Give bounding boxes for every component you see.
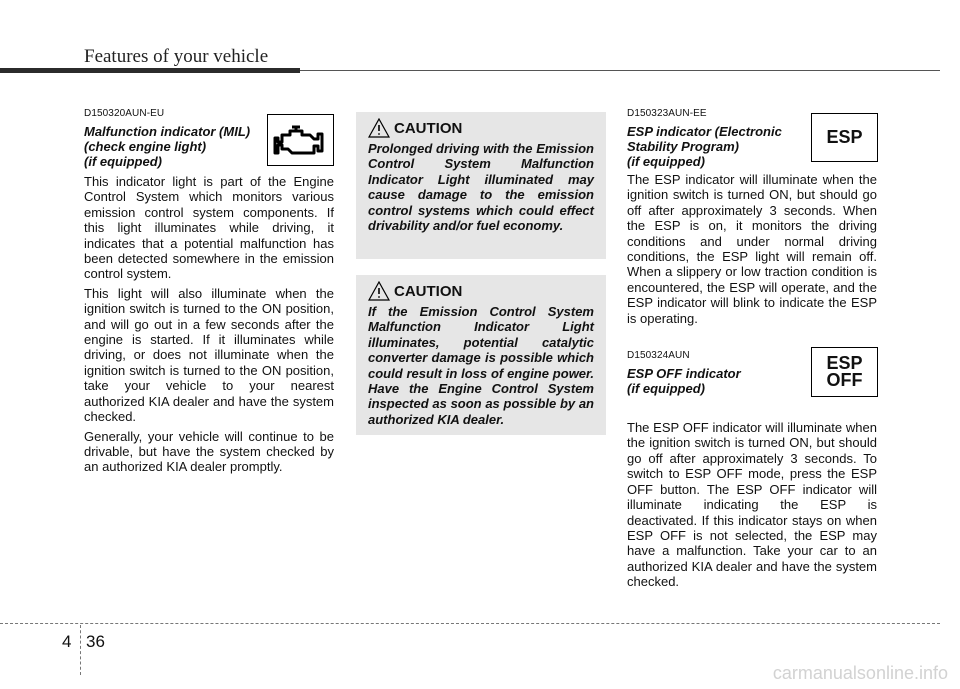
mil-paragraph: Generally, your vehicle will continue to be drivable, but have the system checked by an authorized KIA dealer promptly. xyxy=(84,428,334,475)
mil-heading-line: Malfunction indicator (MIL) xyxy=(84,124,251,139)
esp-off-paragraph: The ESP OFF indicator will illuminate when the ignition switch is turned ON, but should go off after approximately 3 seconds. To switch to ESP OFF mode, press the ESP OFF button. The ESP OFF indicator will illuminate indicating the ESP is deactivated. If this indicator stays on when ESP OFF is not selected, the ESP may have a malfunction. Take your car to an authorized KIA dealer and have the system checked. xyxy=(627,420,877,590)
esp-indicator-icon xyxy=(811,113,878,162)
mil-paragraph: This light will also illuminate when the ignition switch is turned to the ON position, and will go out in a few seconds after the engine is started. If it illuminates while driving, or does not illuminate when the ignition switch is turned to the ON position, take your vehicle to your nearest authorized KIA dealer and have the system checked. xyxy=(84,285,334,425)
esp-off-heading-line: ESP OFF indicator xyxy=(627,366,741,382)
footer-divider xyxy=(80,625,81,675)
caution-title: CAUTION xyxy=(394,283,463,300)
chapter-number: 4 xyxy=(62,632,72,651)
esp-off-indicator-icon xyxy=(811,347,878,397)
check-engine-icon-graphic xyxy=(268,115,333,165)
esp-heading-line: Stability Program) xyxy=(627,139,739,154)
check-engine-icon xyxy=(267,114,334,166)
esp-off-icon-line: ESP xyxy=(826,353,863,373)
caution-body: Prolonged driving with the Emission Control System Malfunction Indicator Light illuminated may cause damage to the emission control systems which could effect drivability and/or fuel economy. xyxy=(368,141,594,234)
footer-rule xyxy=(0,623,940,624)
mil-heading-line: (if equipped) xyxy=(84,154,162,169)
page-number: 36 xyxy=(86,632,105,651)
mil-paragraph: This indicator light is part of the Engine Control System which monitors various emission control system components. If this light illuminates while driving, it indicates that a potential malfunction has been detected somewhere in the emission control system. xyxy=(84,174,334,282)
page-header-title: Features of your vehicle xyxy=(84,46,269,67)
caution-title: CAUTION xyxy=(394,120,463,137)
caution-box xyxy=(356,275,606,435)
esp-off-heading-line: (if equipped) xyxy=(627,381,705,397)
esp-paragraph: The ESP indicator will illuminate when the ignition switch is turned ON, but should go off after approximately 3 seconds. When the ESP is on, it monitors the driving conditions and under normal driving conditions, the ESP light will remain off. When a slippery or low traction condition is encountered, the ESP will operate, and the ESP indicator will blink to indicate the ESP is operating. xyxy=(627,172,877,326)
esp-icon-label: ESP xyxy=(826,127,863,147)
esp-off-code: D150324AUN xyxy=(627,350,690,362)
caution-box xyxy=(356,112,606,259)
mil-code: D150320AUN-EU xyxy=(84,108,165,119)
esp-off-icon-line: OFF xyxy=(826,370,863,390)
esp-code: D150323AUN-EE xyxy=(627,108,707,119)
esp-heading-line: (if equipped) xyxy=(627,154,705,169)
warning-triangle-icon xyxy=(368,118,390,138)
warning-triangle-icon xyxy=(368,281,390,301)
header-bar xyxy=(0,68,300,73)
watermark: carmanualsonline.info xyxy=(772,663,948,683)
caution-body: If the Emission Control System Malfunction Indicator Light illuminates, potential catalytic converter damage is possible which could result in loss of engine power. Have the Engine Control System inspected as soon as possible by an authorized KIA dealer. xyxy=(368,304,594,427)
esp-heading-line: ESP indicator (Electronic xyxy=(627,124,782,139)
header-rule xyxy=(300,70,940,71)
mil-heading-line: (check engine light) xyxy=(84,139,207,154)
